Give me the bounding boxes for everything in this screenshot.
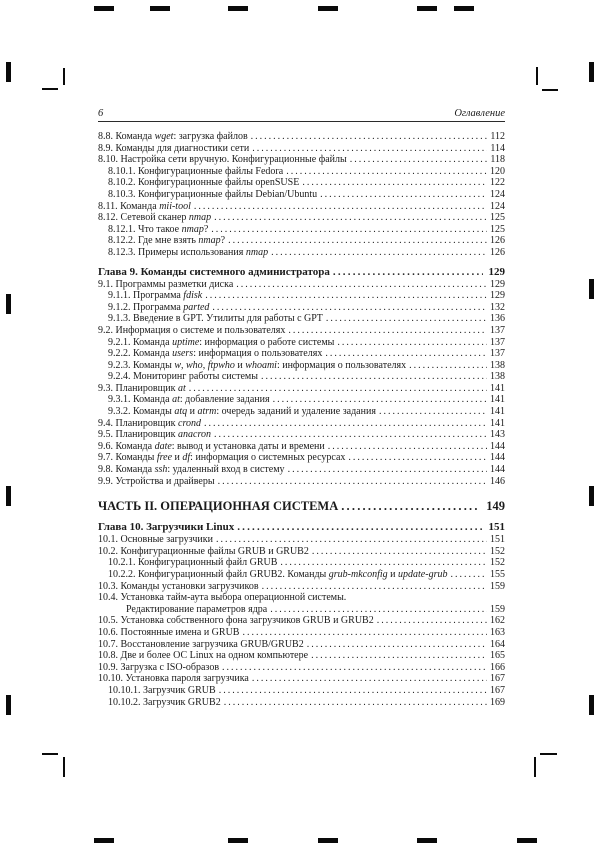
dot-leader xyxy=(450,569,487,581)
toc-entry-page-number: 124 xyxy=(490,188,505,200)
toc-entry xyxy=(98,371,505,383)
toc-entry-page-number: 129 xyxy=(488,265,505,278)
toc-entry xyxy=(98,673,505,685)
crop-mark xyxy=(63,757,65,777)
toc-entry-title: 10.5. Установка собственного фона загрузчиков GRUB и GRUB2 xyxy=(98,615,374,627)
dot-leader xyxy=(219,685,487,697)
toc-entry-page-number: 138 xyxy=(490,371,505,383)
toc-entry-title: 8.9. Команды для диагностики сети xyxy=(98,142,250,154)
toc-entry-page-number: 152 xyxy=(490,545,505,557)
toc-entry xyxy=(98,604,505,616)
toc-entry-title: 9.2.2. Команда users: информация о пользователях xyxy=(108,348,323,360)
toc-entry xyxy=(98,546,505,558)
toc-list xyxy=(98,131,505,708)
toc-entry-page-number: 167 xyxy=(490,684,505,696)
dot-leader xyxy=(320,189,487,201)
toc-entry xyxy=(98,212,505,224)
toc-entry-title: 10.1. Основные загрузчики xyxy=(98,534,213,546)
dot-leader xyxy=(288,325,487,337)
dot-leader xyxy=(204,418,487,430)
toc-entry-page-number: 151 xyxy=(488,521,505,534)
toc-entry-title: 10.6. Постоянные имена и GRUB xyxy=(98,626,240,638)
dot-leader xyxy=(302,177,487,189)
crop-mark xyxy=(589,279,594,299)
dot-leader xyxy=(271,247,487,259)
toc-entry xyxy=(98,325,505,337)
crop-mark xyxy=(6,62,11,82)
toc-entry xyxy=(98,521,505,534)
dot-leader xyxy=(205,290,487,302)
toc-entry-page-number: 159 xyxy=(490,580,505,592)
toc-entry xyxy=(98,592,505,604)
toc-entry-title: 8.12.1. Что такое nmap? xyxy=(108,223,209,235)
crop-mark xyxy=(6,294,11,314)
toc-entry-title: 9.1. Программы разметки диска xyxy=(98,278,234,290)
toc-entry-title: 10.10. Установка пароля загрузчика xyxy=(98,673,249,685)
toc-entry xyxy=(98,337,505,349)
toc-entry xyxy=(98,383,505,395)
dot-leader xyxy=(409,360,487,372)
dot-leader xyxy=(288,464,487,476)
toc-entry-title: 9.1.3. Введение в GPT. Утилиты для работы с GPT xyxy=(108,313,323,325)
crop-mark xyxy=(417,6,437,11)
toc-entry-title: 10.2.1. Конфигурационный файл GRUB xyxy=(108,557,278,569)
toc-entry xyxy=(98,441,505,453)
toc-entry-title: 9.5. Планировщик anacron xyxy=(98,429,211,441)
dot-leader xyxy=(262,581,487,593)
toc-entry-title: 9.2.4. Мониторинг работы системы xyxy=(108,371,258,383)
crop-mark xyxy=(228,838,248,843)
toc-entry-page-number: 146 xyxy=(490,475,505,487)
toc-entry xyxy=(98,569,505,581)
toc-entry xyxy=(98,279,505,291)
toc-entry xyxy=(98,639,505,651)
toc-entry xyxy=(98,360,505,372)
toc-entry xyxy=(98,406,505,418)
toc-entry-page-number: 141 xyxy=(490,382,505,394)
toc-entry-page-number: 125 xyxy=(490,223,505,235)
crop-mark xyxy=(318,6,338,11)
dot-leader xyxy=(237,521,482,534)
dot-leader xyxy=(337,337,487,349)
toc-entry-page-number: 120 xyxy=(490,165,505,177)
crop-mark xyxy=(517,838,537,843)
toc-entry-title: 9.2. Информация о системе и пользователях xyxy=(98,324,286,336)
toc-entry xyxy=(98,313,505,325)
toc-entry-page-number: 114 xyxy=(490,142,505,154)
toc-entry xyxy=(98,697,505,709)
toc-entry-page-number: 152 xyxy=(490,557,505,569)
dot-leader xyxy=(280,557,487,569)
toc-entry-title: Глава 10. Загрузчики Linux xyxy=(98,521,235,534)
dot-leader xyxy=(379,406,487,418)
toc-entry-page-number: 141 xyxy=(490,406,505,418)
dot-leader xyxy=(377,615,487,627)
toc-entry xyxy=(98,290,505,302)
toc-entry xyxy=(98,429,505,441)
toc-entry-title: 10.4. Установка тайм-аута выбора операционной системы. xyxy=(98,592,347,604)
toc-entry-title: 9.8. Команда ssh: удаленный вход в систему xyxy=(98,464,285,476)
toc-entry-page-number: 137 xyxy=(490,348,505,360)
toc-entry xyxy=(98,534,505,546)
toc-entry-page-number: 144 xyxy=(490,440,505,452)
toc-entry xyxy=(98,627,505,639)
toc-entry-title: 10.9. Загрузка с ISO-образов xyxy=(98,661,220,673)
dot-leader xyxy=(312,546,487,558)
crop-mark xyxy=(417,838,437,843)
toc-entry-title: 8.12. Сетевой сканер nmap xyxy=(98,212,212,224)
toc-entry-page-number: 122 xyxy=(490,177,505,189)
crop-mark xyxy=(94,838,114,843)
toc-entry-page-number: 141 xyxy=(490,417,505,429)
toc-entry xyxy=(98,131,505,143)
crop-mark xyxy=(63,68,65,85)
toc-entry xyxy=(98,418,505,430)
toc-entry-title: 8.10.3. Конфигурационные файлы Debian/Ubuntu xyxy=(108,188,318,200)
toc-entry-title: 10.10.2. Загрузчик GRUB2 xyxy=(108,696,221,708)
toc-entry xyxy=(98,394,505,406)
crop-mark xyxy=(228,6,248,11)
toc-entry-page-number: 164 xyxy=(490,638,505,650)
toc-entry-page-number: 129 xyxy=(490,278,505,290)
toc-entry xyxy=(98,189,505,201)
crop-mark xyxy=(589,695,594,715)
toc-entry-page-number: 143 xyxy=(490,429,505,441)
toc-entry xyxy=(98,166,505,178)
dot-leader xyxy=(224,697,487,709)
toc-entry-title: 9.2.3. Команды w, who, ftpwho и whoami: информация о пользователях xyxy=(108,359,407,371)
toc-entry-title: Глава 9. Команды системного администратора xyxy=(98,265,330,278)
toc-entry-title: 10.3. Команды установки загрузчиков xyxy=(98,580,259,592)
toc-entry-page-number: 124 xyxy=(490,200,505,212)
dot-leader xyxy=(222,662,487,674)
toc-entry xyxy=(98,557,505,569)
toc-entry-page-number: 141 xyxy=(490,394,505,406)
toc-entry-page-number: 144 xyxy=(490,464,505,476)
toc-entry xyxy=(98,177,505,189)
toc-entry-page-number: 125 xyxy=(490,212,505,224)
dot-leader xyxy=(325,348,487,360)
crop-mark xyxy=(150,6,170,11)
dot-leader xyxy=(189,383,487,395)
crop-mark xyxy=(6,486,11,506)
toc-entry-title: 8.10.1. Конфигурационные файлы Fedora xyxy=(108,165,284,177)
toc-entry-page-number: 144 xyxy=(490,452,505,464)
toc-entry-title: 9.3.1. Команда at: добавление задания xyxy=(108,394,270,406)
page-content xyxy=(98,0,505,708)
toc-entry-title: 8.12.3. Примеры использования nmap xyxy=(108,246,269,258)
crop-mark xyxy=(318,838,338,843)
toc-entry-title: 9.3. Планировщик at xyxy=(98,382,186,394)
toc-entry-title: 10.2.2. Конфигурационный файл GRUB2. Команды grub-mkconfig и update-grub xyxy=(108,569,448,580)
page-header-title: Оглавление xyxy=(454,108,505,119)
dot-leader xyxy=(252,143,487,155)
toc-entry xyxy=(98,201,505,213)
toc-entry xyxy=(98,143,505,155)
dot-leader xyxy=(214,429,487,441)
toc-entry xyxy=(98,266,505,279)
toc-entry-page-number: 126 xyxy=(490,235,505,247)
dot-leader xyxy=(341,499,480,514)
toc-entry xyxy=(98,302,505,314)
dot-leader xyxy=(214,212,487,224)
crop-mark xyxy=(42,88,58,90)
toc-entry-title: 9.4. Планировщик crond xyxy=(98,417,201,429)
crop-mark xyxy=(6,695,11,715)
toc-entry xyxy=(98,499,505,514)
dot-leader xyxy=(333,266,483,279)
toc-entry-page-number: 162 xyxy=(490,615,505,627)
toc-entry xyxy=(98,650,505,662)
dot-leader xyxy=(311,650,487,662)
crop-mark xyxy=(542,89,558,91)
toc-entry-title: 9.7. Команды free и df: информация о системных ресурсах xyxy=(98,452,346,464)
toc-entry-page-number: 136 xyxy=(490,313,505,325)
crop-mark xyxy=(589,486,594,506)
crop-mark xyxy=(536,67,538,85)
dot-leader xyxy=(261,371,487,383)
toc-entry xyxy=(98,224,505,236)
toc-entry xyxy=(98,247,505,259)
page-number: 6 xyxy=(98,108,104,119)
toc-entry xyxy=(98,154,505,166)
dot-leader xyxy=(328,441,487,453)
toc-entry xyxy=(98,685,505,697)
toc-entry xyxy=(98,452,505,464)
toc-entry xyxy=(98,348,505,360)
toc-entry-title: 10.2. Конфигурационные файлы GRUB и GRUB2 xyxy=(98,545,309,557)
crop-mark xyxy=(94,6,114,11)
toc-entry-page-number: 165 xyxy=(490,650,505,662)
toc-entry-title: 8.10.2. Конфигурационные файлы openSUSE xyxy=(108,177,300,189)
toc-entry-page-number: 132 xyxy=(490,301,505,313)
dot-leader xyxy=(348,452,487,464)
toc-entry-page-number: 163 xyxy=(490,626,505,638)
toc-entry-title: 9.9. Устройства и драйверы xyxy=(98,475,215,487)
toc-entry xyxy=(98,235,505,247)
dot-leader xyxy=(216,534,487,546)
dot-leader xyxy=(242,627,487,639)
dot-leader xyxy=(236,279,487,291)
toc-entry-title: 8.12.2. Где мне взять nmap? xyxy=(108,235,226,247)
crop-mark xyxy=(540,753,557,755)
crop-mark xyxy=(589,62,594,82)
toc-entry-page-number: 129 xyxy=(490,290,505,302)
toc-entry-title: 9.3.2. Команды atq и atrm: очередь заданий и удаление задания xyxy=(108,406,376,418)
crop-mark xyxy=(534,757,536,777)
dot-leader xyxy=(212,302,487,314)
toc-entry-title: 9.2.1. Команда uptime: информация о работе системы xyxy=(108,336,335,348)
toc-entry xyxy=(98,662,505,674)
toc-entry-page-number: 166 xyxy=(490,661,505,673)
toc-entry xyxy=(98,615,505,627)
dot-leader xyxy=(194,201,487,213)
toc-entry-page-number: 126 xyxy=(490,246,505,258)
dot-leader xyxy=(350,154,488,166)
dot-leader xyxy=(252,673,487,685)
page-header xyxy=(98,0,505,122)
toc-entry-page-number: 112 xyxy=(490,131,505,142)
dot-leader xyxy=(273,394,487,406)
toc-entry-page-number: 169 xyxy=(490,696,505,708)
toc-entry-page-number: 155 xyxy=(490,569,505,580)
dot-leader xyxy=(270,604,487,616)
dot-leader xyxy=(211,224,487,236)
toc-entry xyxy=(98,464,505,476)
toc-entry-page-number: 159 xyxy=(490,603,505,615)
toc-entry-title: Редактирование параметров ядра xyxy=(126,603,268,615)
toc-entry-title: 10.7. Восстановление загрузчика GRUB/GRUB2 xyxy=(98,638,304,650)
toc-entry-page-number: 137 xyxy=(490,324,505,336)
toc-entry-page-number: 138 xyxy=(490,359,505,371)
toc-entry-title: 10.10.1. Загрузчик GRUB xyxy=(108,684,216,696)
toc-entry-title: 8.11. Команда mii-tool xyxy=(98,200,191,212)
toc-entry-title: 8.10. Настройка сети вручную. Конфигурационные файлы xyxy=(98,154,347,166)
crop-mark xyxy=(42,753,58,755)
toc-entry-page-number: 118 xyxy=(490,154,505,166)
dot-leader xyxy=(286,166,487,178)
dot-leader xyxy=(326,313,487,325)
dot-leader xyxy=(228,235,487,247)
toc-entry-title: 9.1.2. Программа parted xyxy=(108,301,210,313)
toc-entry-page-number: 137 xyxy=(490,336,505,348)
dot-leader xyxy=(251,131,488,143)
toc-entry-page-number: 149 xyxy=(486,499,505,514)
toc-entry xyxy=(98,476,505,488)
toc-entry-title: 10.8. Две и более ОС Linux на одном компьютере xyxy=(98,650,309,662)
toc-entry-title: ЧАСТЬ II. ОПЕРАЦИОННАЯ СИСТЕМА xyxy=(98,499,339,514)
dot-leader xyxy=(307,639,487,651)
toc-entry-title: 9.6. Команда date: вывод и установка даты и времени xyxy=(98,440,325,452)
toc-entry-page-number: 167 xyxy=(490,673,505,685)
crop-mark xyxy=(454,6,474,11)
toc-entry xyxy=(98,581,505,593)
toc-entry-title: 9.1.1. Программа fdisk xyxy=(108,290,203,302)
toc-entry-title: 8.8. Команда wget: загрузка файлов xyxy=(98,131,248,142)
toc-entry-page-number: 151 xyxy=(490,534,505,546)
dot-leader xyxy=(218,476,487,488)
